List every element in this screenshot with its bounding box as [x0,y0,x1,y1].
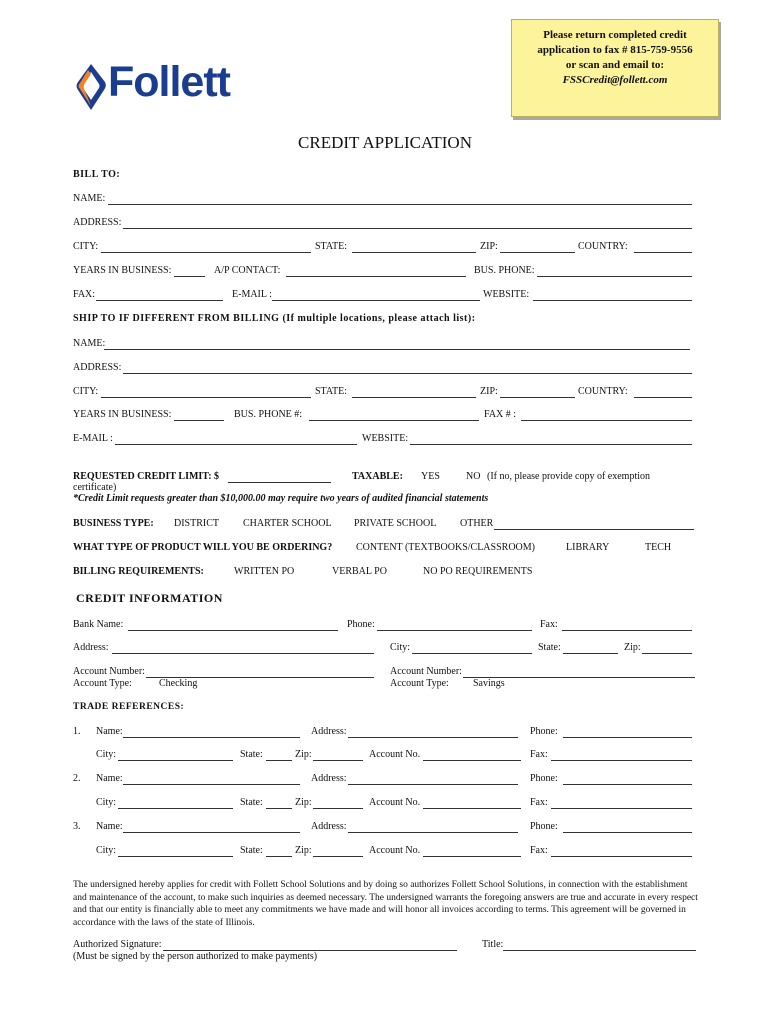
ship-zip-label: ZIP: [480,386,498,397]
credit-info-heading: CREDIT INFORMATION [76,591,223,605]
bill-website-label: WEBSITE: [483,289,530,300]
bill-city-field[interactable] [101,252,311,253]
trade-ref-1-state-label: State: [240,749,263,760]
product-type-library[interactable]: LIBRARY [566,542,610,553]
bill-country-label: COUNTRY: [578,241,628,252]
bill-website-field[interactable] [533,300,692,301]
product-type-label: WHAT TYPE OF PRODUCT WILL YOU BE ORDERING? [73,542,333,553]
trade-ref-2-address-field[interactable] [348,784,518,785]
trade-ref-1-account-label: Account No. [369,749,421,760]
product-type-tech[interactable]: TECH [645,542,672,553]
trade-ref-2-state-field[interactable] [266,808,292,809]
trade-ref-2-account-label: Account No. [369,797,421,808]
bill-address-field[interactable] [123,228,692,229]
ship-state-label: STATE: [315,386,347,397]
acct-number-label-2: Account Number: [390,666,462,677]
trade-ref-1-name-label: Name: [96,726,123,737]
bill-bus-phone-field[interactable] [537,276,692,277]
bill-years-label: YEARS IN BUSINESS: [73,265,172,276]
bank-address-label: Address: [73,642,109,653]
ship-bus-phone-label: BUS. PHONE #: [234,409,303,420]
note-line-2: application to fax # 815-759-9556 [537,44,693,56]
business-type-other[interactable]: OTHER [460,518,494,529]
taxable-label: TAXABLE: [352,471,403,482]
billing-req-written[interactable]: WRITTEN PO [234,566,295,577]
trade-ref-3-name-field[interactable] [123,832,300,833]
bank-city-field[interactable] [412,653,532,654]
bill-address-label: ADDRESS: [73,217,122,228]
acct-type-label-2: Account Type: [390,678,449,689]
trade-ref-2-name-field[interactable] [123,784,300,785]
note-line-1: Please return completed credit [543,29,687,41]
trade-ref-3-zip-label: Zip: [295,845,312,856]
ship-fax-field[interactable] [521,420,692,421]
bank-fax-field[interactable] [562,630,692,631]
signer-title-label: Title: [482,939,504,950]
agreement-paragraph: The undersigned hereby applies for credit with Follett School Solutions and by doing so authorizes Follett School Solutions, in connection with the establishment and maintenance of the account, to make such inquiries as deemed necessary. The undersigned warrants the foregoing answers are true and accurate in every respect and that our entity is financially able to meet any commitments we have made and will honor all invoices according to terms. This agreement will be governed in accordance with the laws of the state of Illinois. [73,880,698,928]
trade-ref-2-zip-field[interactable] [313,808,363,809]
taxable-no-option[interactable]: NO [466,471,481,482]
trade-ref-3-number: 3. [73,821,81,832]
bank-state-label: State: [538,642,561,653]
bill-fax-label: FAX: [73,289,96,300]
business-type-other-field[interactable] [494,529,694,530]
trade-ref-1-account-field[interactable] [423,760,521,761]
trade-ref-3-phone-label: Phone: [530,821,558,832]
bill-ap-contact-label: A/P CONTACT: [214,265,281,276]
bank-name-field[interactable] [128,630,338,631]
trade-ref-1-phone-field[interactable] [563,737,692,738]
bill-ap-contact-field[interactable] [286,276,466,277]
signer-title-field[interactable] [503,950,696,951]
trade-ref-3-state-label: State: [240,845,263,856]
signature-note: (Must be signed by the person authorized to make payments) [73,951,318,962]
trade-ref-1-fax-field[interactable] [551,760,692,761]
ship-zip-field[interactable] [500,397,575,398]
trade-ref-2-account-field[interactable] [423,808,521,809]
trade-ref-3-account-field[interactable] [423,856,521,857]
trade-ref-1-phone-label: Phone: [530,726,558,737]
business-type-charter[interactable]: CHARTER SCHOOL [243,518,332,529]
bill-email-label: E-MAIL : [232,289,272,300]
billing-req-verbal[interactable]: VERBAL PO [332,566,387,577]
ship-name-label: NAME: [73,338,106,349]
follett-logo-icon [74,62,108,112]
acct-type-savings[interactable]: Savings [473,678,505,689]
trade-ref-2-fax-field[interactable] [551,808,692,809]
bank-phone-field[interactable] [377,630,532,631]
trade-ref-3-name-label: Name: [96,821,123,832]
bill-city-label: CITY: [73,241,99,252]
ship-bus-phone-field[interactable] [309,420,479,421]
trade-ref-3-state-field[interactable] [266,856,292,857]
acct-number-label-1: Account Number: [73,666,145,677]
business-type-label: BUSINESS TYPE: [73,518,154,529]
note-email[interactable]: FSSCredit@follett.com [562,74,668,86]
trade-ref-3-account-label: Account No. [369,845,421,856]
trade-ref-2-zip-label: Zip: [295,797,312,808]
trade-ref-2-fax-label: Fax: [530,797,548,808]
page-title: CREDIT APPLICATION [298,133,472,152]
signature-label: Authorized Signature: [73,939,162,950]
follett-logo-text: Follett [108,58,230,106]
bank-city-label: City: [390,642,411,653]
bank-zip-label: Zip: [624,642,641,653]
trade-ref-1-city-label: City: [96,749,117,760]
ship-email-field[interactable] [115,444,357,445]
bill-fax-field[interactable] [96,300,223,301]
exemption-note-cont: certificate) [73,482,117,493]
ship-email-label: E-MAIL : [73,433,113,444]
bill-name-field[interactable] [108,204,692,205]
trade-ref-1-fax-label: Fax: [530,749,548,760]
trade-ref-2-city-field[interactable] [118,808,233,809]
ship-country-field[interactable] [634,397,692,398]
ship-address-label: ADDRESS: [73,362,122,373]
credit-limit-footnote: *Credit Limit requests greater than $10,000.00 may require two years of audited financial statements [73,493,489,504]
trade-ref-3-city-label: City: [96,845,117,856]
trade-ref-1-zip-field[interactable] [313,760,363,761]
trade-ref-3-city-field[interactable] [118,856,233,857]
credit-limit-field[interactable] [228,482,331,483]
ship-website-field[interactable] [410,444,692,445]
trade-ref-2-number: 2. [73,773,81,784]
trade-ref-2-phone-field[interactable] [563,784,692,785]
bill-email-field[interactable] [272,300,480,301]
trade-ref-1-name-field[interactable] [123,737,300,738]
trade-ref-3-zip-field[interactable] [313,856,363,857]
bank-phone-label: Phone: [347,619,375,630]
trade-ref-2-state-label: State: [240,797,263,808]
return-instructions-note [511,19,719,117]
trade-ref-1-city-field[interactable] [118,760,233,761]
bill-zip-label: ZIP: [480,241,498,252]
bank-address-field[interactable] [112,653,374,654]
ship-website-label: WEBSITE: [362,433,409,444]
trade-ref-3-fax-label: Fax: [530,845,548,856]
ship-to-heading: SHIP TO IF DIFFERENT FROM BILLING (If multiple locations, please attach list): [73,313,476,324]
bank-zip-field[interactable] [642,653,692,654]
business-type-district[interactable]: DISTRICT [174,518,219,529]
product-type-content[interactable]: CONTENT (TEXTBOOKS/CLASSROOM) [356,542,535,553]
note-line-3: or scan and email to: [565,59,665,71]
bill-bus-phone-label: BUS. PHONE: [474,265,535,276]
bill-country-field[interactable] [634,252,692,253]
bill-name-label: NAME: [73,193,106,204]
ship-address-field[interactable] [123,373,692,374]
ship-state-field[interactable] [352,397,476,398]
bank-state-field[interactable] [563,653,618,654]
trade-ref-3-fax-field[interactable] [551,856,692,857]
taxable-yes-option[interactable]: YES [421,471,440,482]
bill-years-field[interactable] [174,276,205,277]
acct-type-label-1: Account Type: [73,678,132,689]
ship-city-field[interactable] [101,397,311,398]
trade-ref-2-name-label: Name: [96,773,123,784]
trade-ref-1-number: 1. [73,726,81,737]
trade-ref-1-zip-label: Zip: [295,749,312,760]
exemption-note: (If no, please provide copy of exemption [487,471,651,482]
trade-ref-3-address-field[interactable] [348,832,518,833]
bill-zip-field[interactable] [500,252,575,253]
business-type-private[interactable]: PRIVATE SCHOOL [354,518,437,529]
trade-ref-3-phone-field[interactable] [563,832,692,833]
ship-city-label: CITY: [73,386,99,397]
bill-state-field[interactable] [352,252,476,253]
acct-type-checking[interactable]: Checking [159,678,198,689]
credit-limit-label: REQUESTED CREDIT LIMIT: $ [73,471,220,482]
billing-req-none[interactable]: NO PO REQUIREMENTS [423,566,533,577]
trade-refs-heading: TRADE REFERENCES: [73,702,185,712]
trade-ref-3-address-label: Address: [311,821,347,832]
trade-ref-2-phone-label: Phone: [530,773,558,784]
bill-state-label: STATE: [315,241,347,252]
ship-name-field[interactable] [104,349,690,350]
trade-ref-2-city-label: City: [96,797,117,808]
ship-years-field[interactable] [174,420,224,421]
trade-ref-1-state-field[interactable] [266,760,292,761]
bank-name-label: Bank Name: [73,619,124,630]
ship-years-label: YEARS IN BUSINESS: [73,409,172,420]
trade-ref-1-address-field[interactable] [348,737,518,738]
trade-ref-1-address-label: Address: [311,726,347,737]
ship-fax-label: FAX # : [484,409,517,420]
bill-to-heading: BILL TO: [73,169,121,180]
bank-fax-label: Fax: [540,619,558,630]
trade-ref-2-address-label: Address: [311,773,347,784]
ship-country-label: COUNTRY: [578,386,628,397]
billing-req-label: BILLING REQUIREMENTS: [73,566,204,577]
